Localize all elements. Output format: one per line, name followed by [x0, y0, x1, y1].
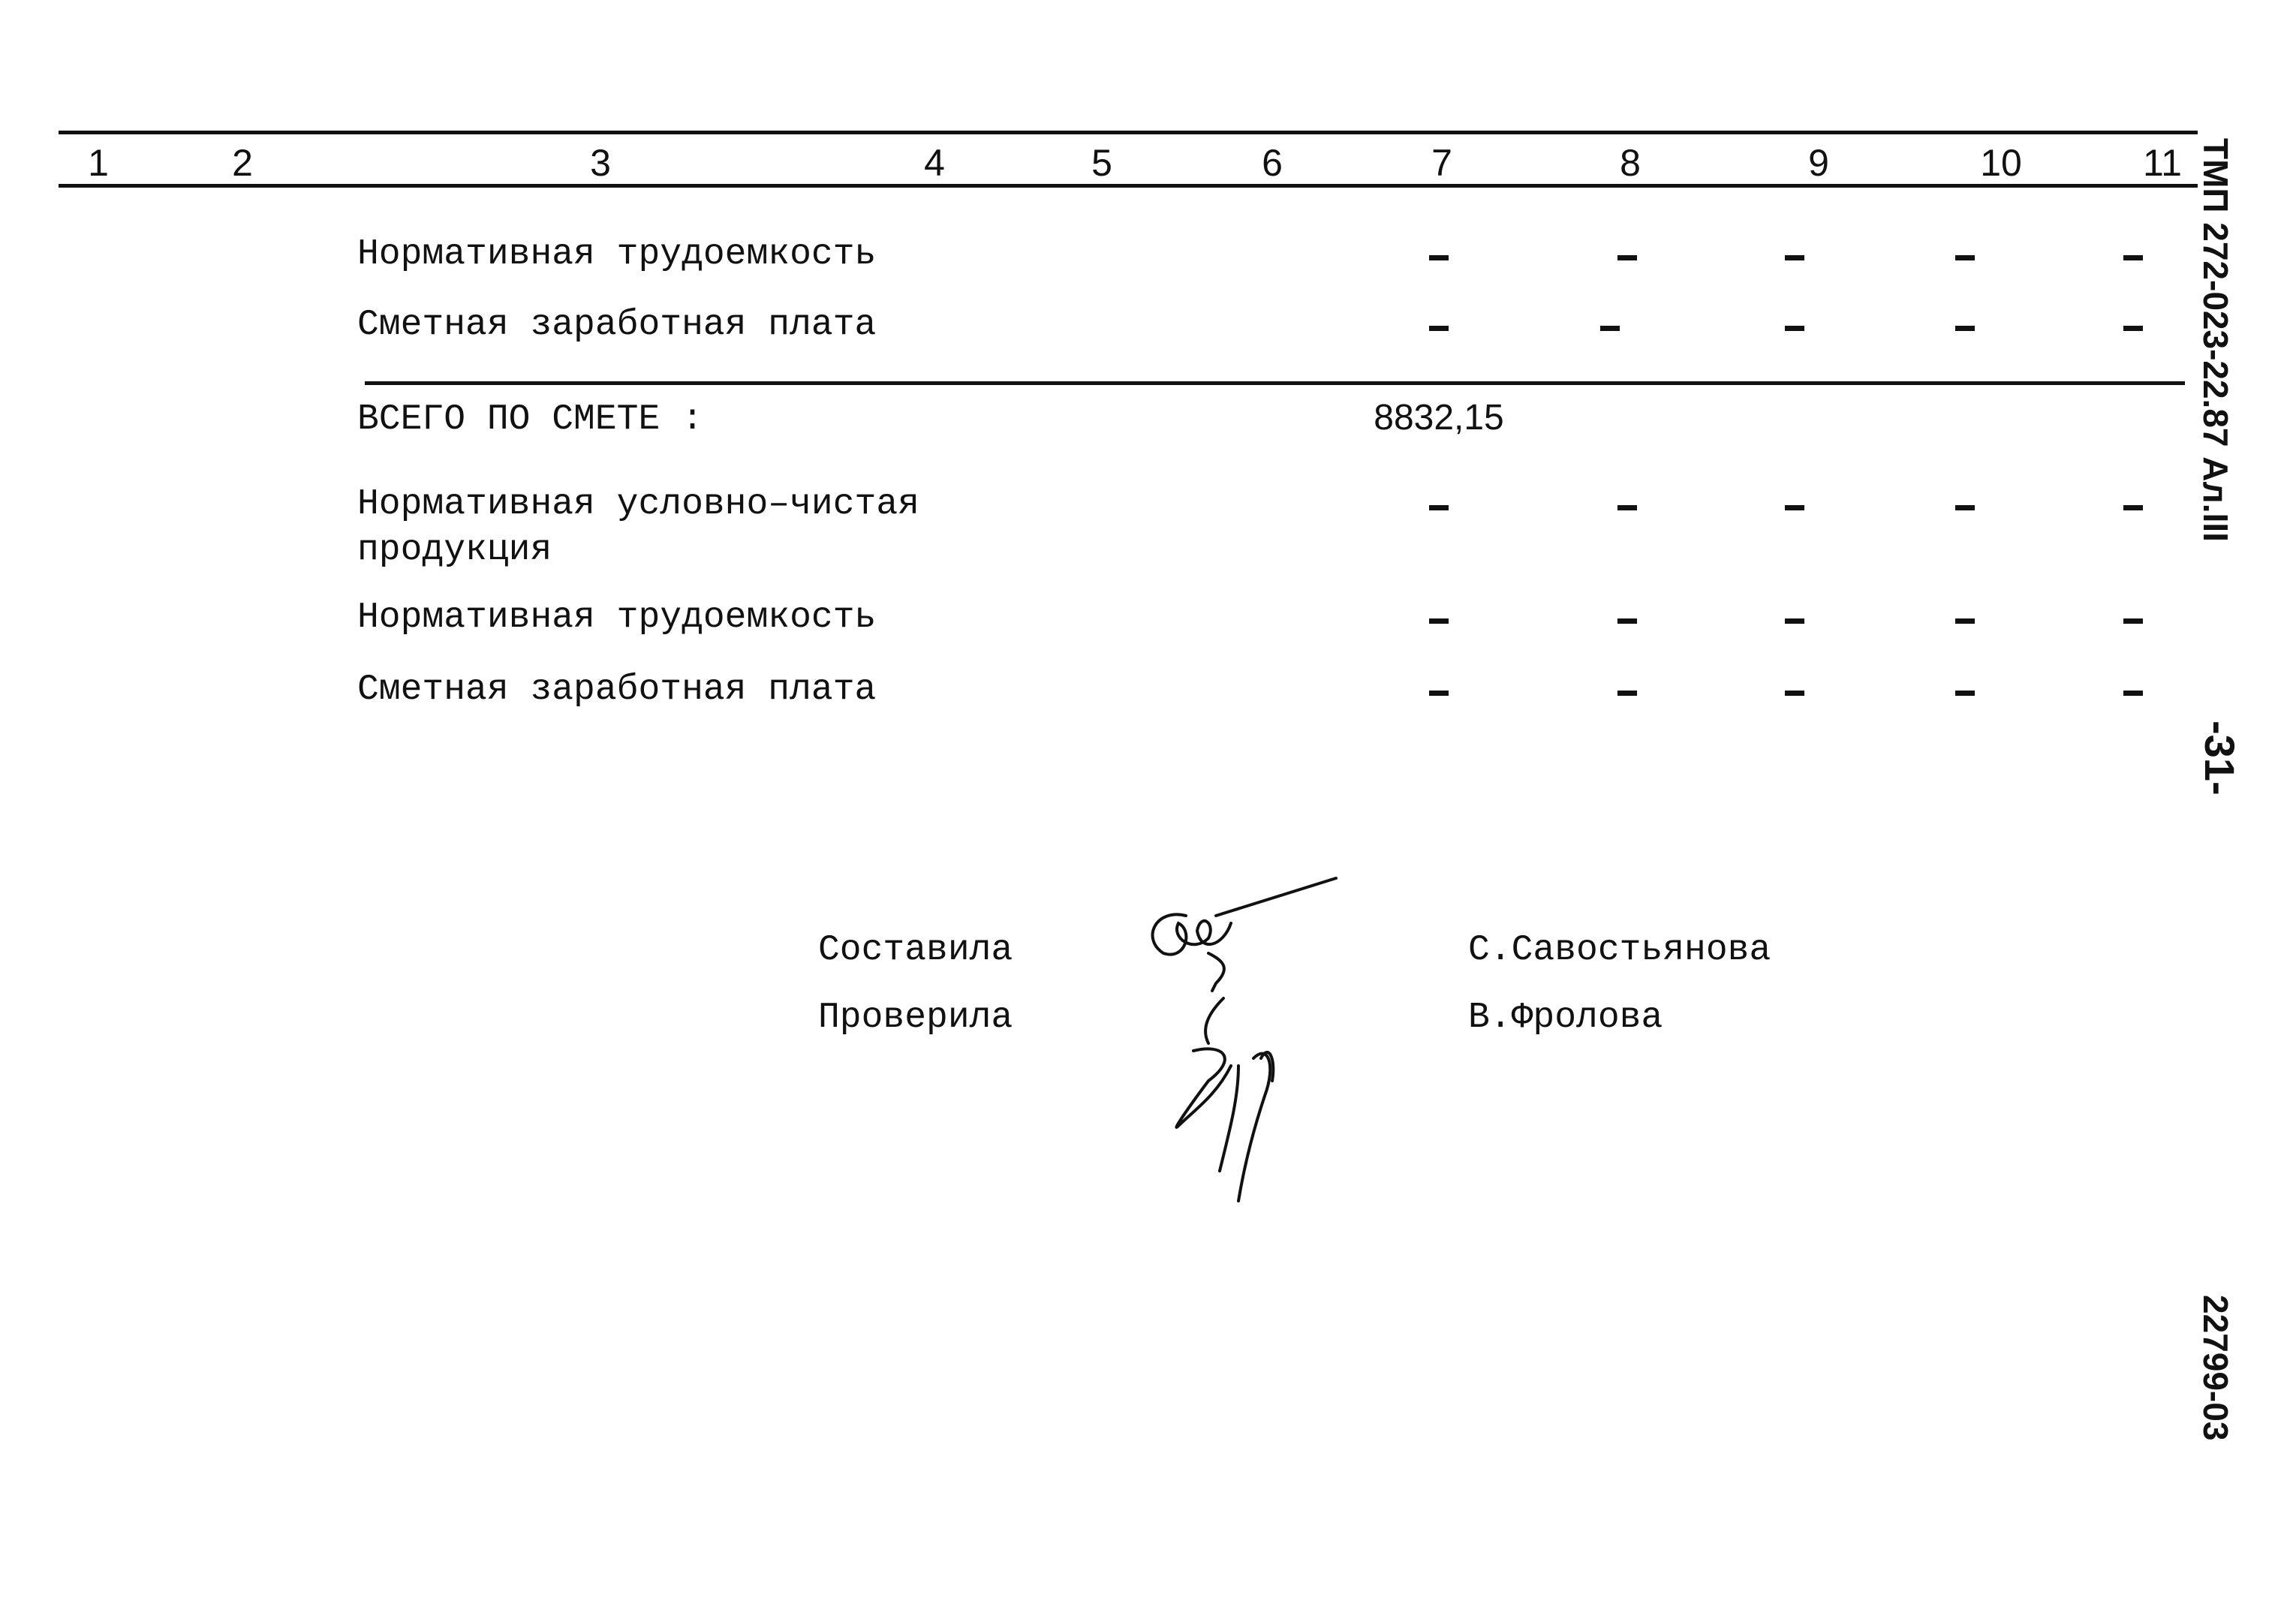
- dash-value: [1785, 618, 1804, 624]
- column-number: 9: [1808, 142, 1829, 184]
- table-top-rule: [59, 131, 2198, 134]
- dash-value: [1785, 255, 1804, 260]
- dash-value: [1429, 618, 1449, 624]
- checked-by-name: В.Фролова: [1468, 998, 1663, 1038]
- row-label: Нормативная трудоемкость: [357, 234, 877, 275]
- total-separator-rule: [365, 381, 2185, 385]
- column-number: 4: [924, 142, 945, 184]
- total-label: ВСЕГО ПО СМЕТЕ :: [357, 399, 703, 440]
- dash-value: [2123, 618, 2143, 624]
- column-number: 5: [1091, 142, 1112, 184]
- dash-value: [1955, 691, 1975, 696]
- dash-value: [1429, 255, 1449, 260]
- checked-by-label: Проверила: [818, 998, 1013, 1038]
- column-number: 11: [2143, 142, 2182, 184]
- dash-value: [1785, 691, 1804, 696]
- column-number: 6: [1262, 142, 1283, 184]
- inventory-number: 22799-03: [2196, 1295, 2235, 1441]
- dash-value: [1429, 691, 1449, 696]
- table-header-bottom-rule: [59, 184, 2198, 188]
- dash-value: [2123, 505, 2143, 510]
- column-number: 2: [232, 142, 253, 184]
- dash-value: [1600, 326, 1620, 331]
- column-number: 7: [1431, 142, 1452, 184]
- dash-value: [1429, 505, 1449, 510]
- row-label: Сметная заработная плата: [357, 305, 877, 345]
- dash-value: [1617, 255, 1637, 260]
- document-code: ТМП 272-023-22.87 Ал.III: [2196, 138, 2235, 542]
- dash-value: [1617, 691, 1637, 696]
- total-value: 8832,15: [1374, 398, 1504, 438]
- page-number: -31-: [2196, 721, 2243, 796]
- row-label-continuation: продукция: [357, 530, 552, 570]
- column-number: 10: [1980, 142, 2022, 184]
- dash-value: [1955, 255, 1975, 260]
- column-number: 3: [590, 142, 611, 184]
- compiled-by-label: Составила: [818, 930, 1013, 970]
- dash-value: [1617, 505, 1637, 510]
- column-number: 1: [88, 142, 109, 184]
- row-label: Нормативная трудоемкость: [357, 597, 877, 638]
- dash-value: [1429, 326, 1449, 331]
- dash-value: [1785, 326, 1804, 331]
- dash-value: [2123, 691, 2143, 696]
- dash-value: [2123, 255, 2143, 260]
- row-label: Нормативная условно–чистая: [357, 484, 919, 525]
- dash-value: [1955, 505, 1975, 510]
- dash-value: [1785, 505, 1804, 510]
- compiled-by-name: С.Савостьянова: [1468, 930, 1771, 970]
- dash-value: [2123, 326, 2143, 331]
- row-label: Сметная заработная плата: [357, 670, 877, 710]
- dash-value: [1617, 618, 1637, 624]
- column-number: 8: [1620, 142, 1641, 184]
- dash-value: [1955, 618, 1975, 624]
- handwritten-signatures: [1126, 871, 1351, 1216]
- dash-value: [1955, 326, 1975, 331]
